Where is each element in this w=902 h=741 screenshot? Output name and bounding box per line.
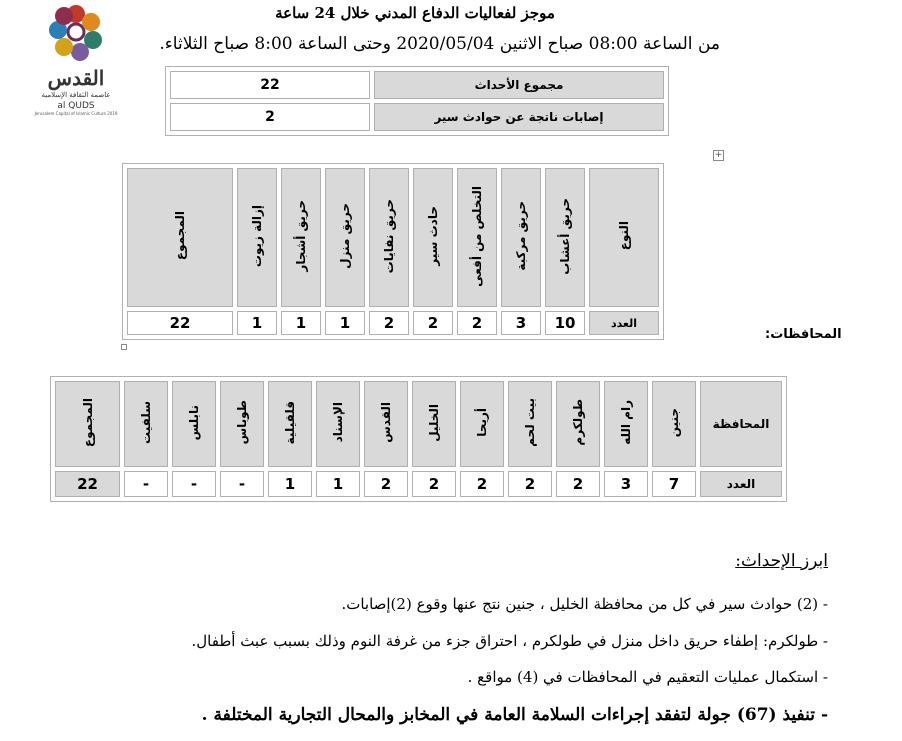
gov-value: 1 — [268, 471, 312, 497]
report-subtitle: من الساعة 08:00 صباح الاثنين 2020/05/04 وحتى الساعة 8:00 صباح الثلاثاء. — [159, 34, 720, 54]
gov-col-label: قلقيلية — [283, 400, 297, 445]
type-values-label: العدد — [589, 311, 659, 335]
gov-value: 7 — [652, 471, 696, 497]
gov-col — [652, 381, 696, 467]
type-col-label: إزالة زيوت — [250, 204, 264, 268]
gov-col — [604, 381, 648, 467]
gov-value: 3 — [604, 471, 648, 497]
gov-col — [172, 381, 216, 467]
type-col-total — [127, 168, 233, 307]
gov-col-label: بيت لحم — [523, 398, 537, 447]
type-col — [413, 168, 453, 307]
gov-value: - — [220, 471, 264, 497]
gov-value: 2 — [508, 471, 552, 497]
type-col-label: حريق مركبة — [514, 201, 528, 271]
gov-value: 2 — [460, 471, 504, 497]
gov-value: 1 — [316, 471, 360, 497]
gov-col — [556, 381, 600, 467]
summary-row — [170, 71, 664, 99]
gov-col — [220, 381, 264, 467]
gov-col — [268, 381, 312, 467]
type-col-label: حادث سير — [426, 206, 440, 266]
gov-values-label: العدد — [700, 471, 782, 497]
gov-col-label: أريحا — [475, 408, 489, 437]
flower-emblem-icon — [30, 0, 122, 68]
type-row-header-label: النوع — [617, 221, 631, 251]
gov-value-total: 22 — [55, 471, 120, 497]
gov-row-header: المحافظة — [700, 381, 782, 467]
type-col — [457, 168, 497, 307]
gov-col-label: الإسناد — [331, 402, 345, 443]
gov-col-label: القدس — [379, 402, 393, 443]
gov-value: 2 — [556, 471, 600, 497]
report-title: موجز لفعاليات الدفاع المدني خلال 24 ساعة — [275, 4, 555, 22]
type-col-label: حريق منزل — [338, 203, 352, 269]
summary-row — [170, 103, 664, 131]
type-value: 1 — [325, 311, 365, 335]
type-value: 1 — [237, 311, 277, 335]
types-values-row — [127, 311, 659, 335]
logo-word: القدس — [47, 66, 105, 90]
type-value: 22 — [127, 311, 233, 335]
gov-col — [460, 381, 504, 467]
type-value: 3 — [501, 311, 541, 335]
type-value: 10 — [545, 311, 585, 335]
gov-values-row — [55, 471, 782, 497]
type-col — [325, 168, 365, 307]
gov-col — [412, 381, 456, 467]
gov-col-label: طوباس — [235, 400, 249, 445]
governorates-table — [50, 376, 787, 502]
highlight-item: - استكمال عمليات التعقيم في المحافظات في (4) مواقع . — [467, 668, 828, 686]
table-resize-handle[interactable] — [121, 344, 127, 350]
type-col — [281, 168, 321, 307]
highlights-title: ابرز الإحداث: — [735, 551, 828, 571]
gov-value: - — [172, 471, 216, 497]
logo-caption-small: Jerusalem Capital of Islamic Culture 2019 — [34, 111, 118, 116]
gov-col-label: جنين — [667, 407, 681, 438]
gov-col-label: الخليل — [427, 403, 441, 442]
type-col-label: التخلص من أفعى — [470, 185, 484, 287]
highlight-item: - تنفيذ (67) جولة لتفقد إجراءات السلامة العامة في المخابز والمحال التجارية المختلفة . — [201, 705, 828, 725]
type-value: 2 — [457, 311, 497, 335]
gov-col-label: رام الله — [619, 400, 633, 445]
incident-types-table — [122, 163, 664, 340]
gov-value: 2 — [412, 471, 456, 497]
gov-col — [316, 381, 360, 467]
summary-value: 2 — [170, 103, 370, 131]
gov-col — [364, 381, 408, 467]
summary-label: مجموع الأحداث — [374, 71, 664, 99]
type-col-label: حريق أعشاب — [558, 197, 572, 275]
type-col-label: المجموع — [173, 211, 187, 261]
gov-col — [508, 381, 552, 467]
summary-value: 22 — [170, 71, 370, 99]
gov-col-label: المجموع — [80, 397, 95, 448]
type-col — [369, 168, 409, 307]
type-value: 2 — [413, 311, 453, 335]
summary-table — [165, 66, 669, 136]
summary-label: إصابات ناتجة عن حوادث سير — [374, 103, 664, 131]
type-col — [501, 168, 541, 307]
type-col — [545, 168, 585, 307]
provinces-label: المحافظات: — [765, 327, 842, 342]
gov-value: 2 — [364, 471, 408, 497]
table-move-handle-icon[interactable]: + — [714, 150, 723, 160]
gov-value: - — [124, 471, 168, 497]
gov-col — [124, 381, 168, 467]
gov-col-label: نابلس — [187, 404, 201, 441]
gov-col-label: طولكرم — [571, 399, 585, 446]
type-col — [237, 168, 277, 307]
types-header-row — [127, 168, 659, 307]
gov-col-total — [55, 381, 120, 467]
highlight-item: - (2) حوادث سير في كل من محافظة الخليل ، جنين نتج عنها وقوع (2)إصابات. — [341, 595, 828, 613]
logo — [30, 0, 122, 120]
type-value: 2 — [369, 311, 409, 335]
gov-col-label: سلفيت — [139, 401, 153, 444]
type-col-label: حريق نفايات — [382, 198, 396, 274]
type-row-header — [589, 168, 659, 307]
type-col-label: حريق أشجار — [294, 200, 308, 272]
highlight-item: - طولكرم: إطفاء حريق داخل منزل في طولكرم ، احتراق جزء من غرفة النوم وذلك بسبب عبث أطفال. — [191, 632, 828, 650]
logo-caption-ar: عاصمة الثقافة الإسلامية — [41, 91, 111, 99]
gov-header-row — [55, 381, 782, 467]
logo-caption-en: al QUDS — [57, 101, 95, 111]
type-value: 1 — [281, 311, 321, 335]
